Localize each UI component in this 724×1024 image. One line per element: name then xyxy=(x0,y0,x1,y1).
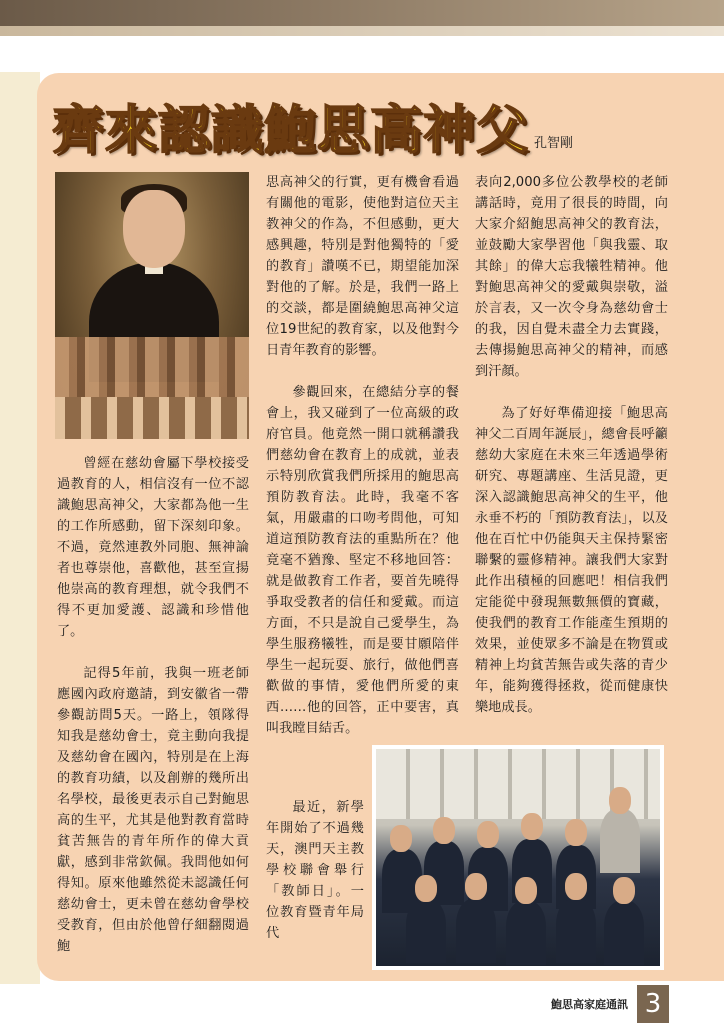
paragraph: 參觀回來，在總結分享的餐會上，我又碰到了一位高級的政府官員。他竟然一開口就稱讚我們慈幼會在教育上的成就，並表示特別欣賞我們所採用的鮑思高預防教育法。此時，我毫不客氣，用嚴肅的口吻考問他，可知道這預防教育法的重點所在？他竟毫不猶豫、堅定不移地回答：就是做教育工作者，要首先曉得爭取受教者的信任和愛戴。而這方面，不只是說自己愛學生，為學生服務犧牲，而是要甘願陪伴學生一起玩耍、旅行，做他們喜歡做的事情，愛他們所愛的東西……他的回答，正中要害，真叫我瞠目結舌。 xyxy=(266,385,459,736)
page-number: 3 xyxy=(637,985,669,1023)
photo-person xyxy=(600,809,640,873)
article-title: 齊來認識鮑思高神父 xyxy=(52,100,530,161)
photo-face xyxy=(515,877,537,904)
column-left xyxy=(57,453,249,957)
photo-face xyxy=(613,877,635,904)
photo-face xyxy=(521,813,543,840)
photo-person xyxy=(406,899,446,963)
publication-name: 鮑思高家庭通訊 xyxy=(551,998,628,1011)
photo-person xyxy=(506,901,546,965)
column-middle xyxy=(266,172,459,739)
paragraph: 記得5年前，我與一班老師應國內政府邀請，到安徽省一帶參觀訪問5天。一路上，領隊得知我是慈幼會士，竟主動向我提及慈幼會在國內，特別是在上海的教育功績，以及創辦的幾所出名學校，最後更表示自己對鮑思高的生平，尤其是他對教育當時貧苦無告的青年所作的偉大貢獻，感到非常欽佩。我問他如何得知。原來他雖然從未認識任何慈幼會士，更未曾在慈幼會學校受教育，但由於他曾仔細翻閱過鮑 xyxy=(57,666,249,954)
paragraph: 最近，新學年開始了不過幾天，澳門天主教學校聯會舉行「教師日」。一位教育暨青年局代 xyxy=(266,800,364,941)
photo-face xyxy=(609,787,631,814)
paragraph: 表向2,000多位公教學校的老師講話時，竟用了很長的時間，向大家介紹鮑思高神父的教育法，並鼓勵大家學習他「與我靈、取其餘」的偉大忘我犧牲精神。他對鮑思高神父的愛戴與崇敬，溢於言表，又一次令身為慈幼會士的我，因自覺未盡全力去實踐，去傳揚鮑思高神父的精神，而感到汗顏。 xyxy=(475,175,668,379)
paragraph: 曾經在慈幼會屬下學校接受過教育的人，相信沒有一位不認識鮑思高神父，大家都為他一生的工作所感動，留下深刻印象。不過，竟然連教外同胞、無神論者也尊崇他，喜歡他，甚至宣揚他崇高的教育理想，就令我們不得不更加愛護、認識和珍惜他了。 xyxy=(57,456,249,639)
portrait-face xyxy=(123,190,185,268)
top-decorative-strip xyxy=(0,26,724,36)
top-decorative-bar xyxy=(0,0,724,26)
column-right xyxy=(475,172,668,718)
photo-face xyxy=(433,817,455,844)
article-author: 孔智剛 xyxy=(534,136,574,151)
group-photo xyxy=(372,745,664,970)
photo-face xyxy=(565,873,587,900)
photo-person xyxy=(556,899,596,963)
photo-person xyxy=(456,899,496,963)
paragraph: 思高神父的行實，更有機會看過有關他的電影，使他對這位天主教神父的作為，不但感動，更大感興趣，特別是對他獨特的「愛的教育」讚嘆不已，期望能加深對他的了解。於是，我們一路上的交談，都是圍繞鮑思高神父這位19世紀的教育家，以及他對今日青年教育的影響。 xyxy=(266,175,459,358)
portrait-painting xyxy=(55,172,249,439)
portrait-children-front-row xyxy=(55,397,249,439)
photo-face xyxy=(415,875,437,902)
paragraph: 為了好好準備迎接「鮑思高神父二百周年誕辰」，總會長呼籲慈幼大家庭在未來三年透過學術研究、專題講座、生活見證，更深入認識鮑思高神父的生平，他永垂不朽的「預防教育法」，以及他在百忙中仍能與天主保持緊密聯繫的靈修精神。讓我們大家對此作出積極的回應吧！相信我們定能從中發現無數無價的寶藏，使我們的教育工作能產生預期的效果，並使眾多不論是在物質或精神上均貧苦無告或失落的青少年，能夠獲得拯救，從而健康快樂地成長。 xyxy=(475,406,668,715)
photo-face xyxy=(565,819,587,846)
column-middle-narrow xyxy=(266,797,364,944)
photo-face xyxy=(477,821,499,848)
photo-person xyxy=(604,901,644,965)
photo-face xyxy=(390,825,412,852)
left-margin-band xyxy=(0,72,40,984)
photo-face xyxy=(465,873,487,900)
